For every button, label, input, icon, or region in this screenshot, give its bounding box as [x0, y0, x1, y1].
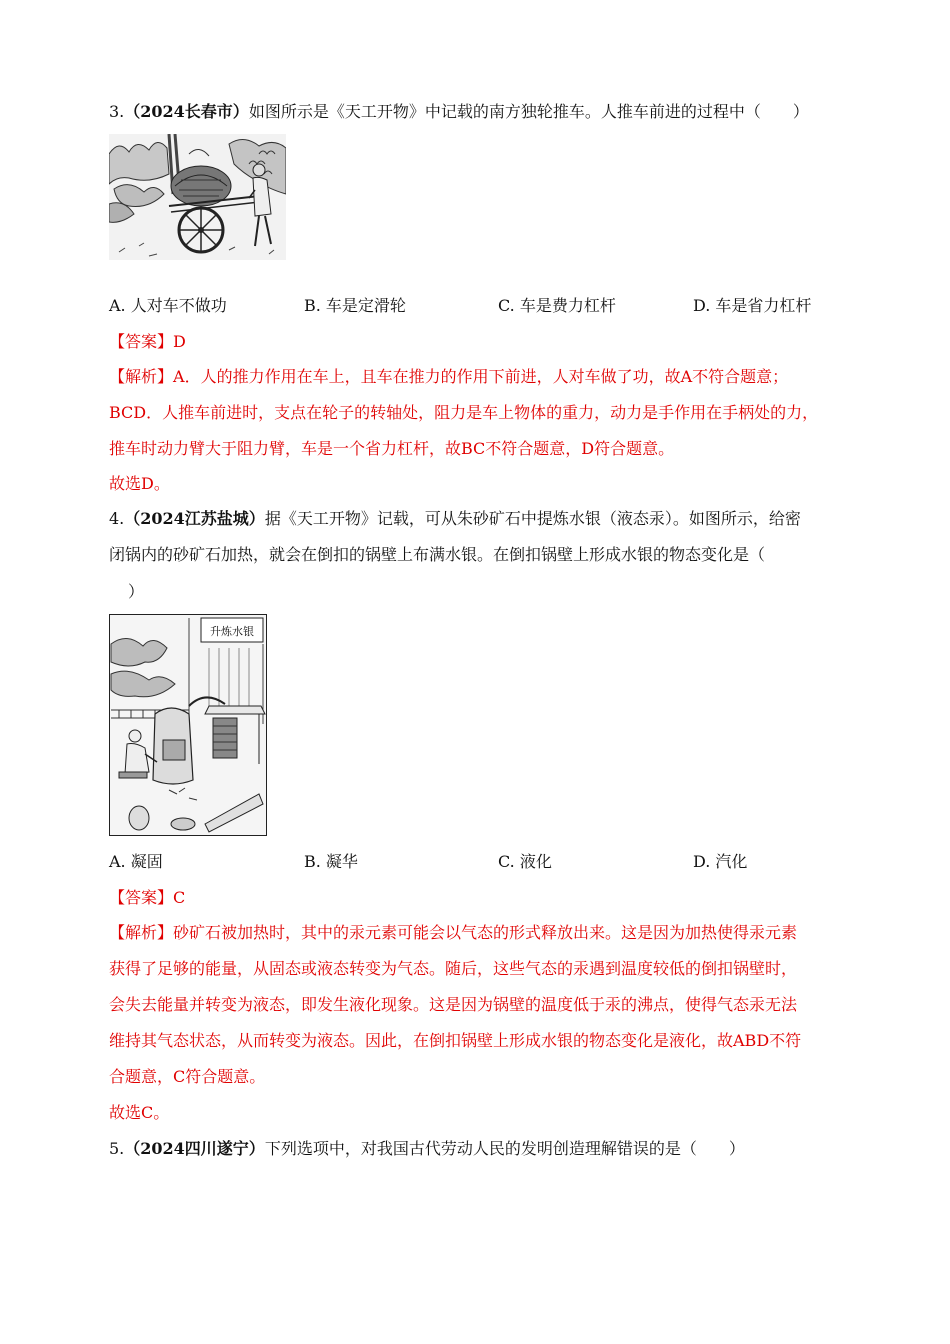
q3-answer: [109, 332, 186, 352]
q4-option-c: C. 液化: [498, 852, 552, 871]
q4-option-d: D. 汽化: [693, 852, 748, 871]
q3-option-c: C. 车是费力杠杆: [498, 296, 616, 315]
q3-answer-label: 【答案】: [109, 332, 174, 351]
q4-analysis-line-3: 会失去能量并转变为液态，即发生液化现象。这是因为锅壁的温度低于汞的沸点，使得气态汞无法: [109, 995, 798, 1014]
q3-stem-text: 如图所示是《天工开物》中记载的南方独轮推车。人推车前进的过程中（ ）: [248, 102, 809, 121]
q4-analysis-line-4: 维持其气态状态，从而转变为液态。因此，在倒扣锅壁上形成水银的物态变化是液化，故ABD不符: [109, 1031, 802, 1050]
q4-option-a: A. 凝固: [109, 852, 163, 871]
q3-analysis-line-2: BCD．人推车前进时，支点在轮子的转轴处，阻力是车上物体的重力，动力是手作用在手柄处的力，: [109, 403, 819, 422]
q4-stem-line-1: [109, 509, 801, 529]
q4-figure-title: 升炼水银: [210, 625, 254, 638]
q4-stem-text-1: 据《天工开物》记载，可从朱砂矿石中提炼水银（液态汞）。如图所示，给密: [264, 509, 801, 528]
q4-mercury-refining-figure: [109, 614, 267, 836]
q4-answer-value: C: [173, 888, 186, 907]
q3-analysis-line-3: 推车时动力臂大于阻力臂，车是一个省力杠杆，故BC不符合题意，D符合题意。: [109, 439, 675, 458]
q5-stem: [109, 1139, 745, 1159]
q3-analysis-label: 【解析】: [109, 367, 174, 386]
q4-stem-line-2: 闭锅内的砂矿石加热，就会在倒扣的锅壁上布满水银。在倒扣锅壁上形成水银的物态变化是（: [109, 545, 766, 564]
q3-wheelbarrow-figure: [109, 134, 286, 260]
q4-analysis-line-5: 合题意，C符合题意。: [109, 1067, 266, 1086]
q4-number: 4.: [109, 509, 125, 528]
q4-option-b: B. 凝华: [304, 852, 358, 871]
q4-answer-label: 【答案】: [109, 888, 174, 907]
q3-stem: [109, 102, 809, 122]
q3-number: 3.: [109, 102, 125, 121]
q3-analysis-text-1: A．人的推力作用在车上，且车在推力的作用下前进，人对车做了功，故A不符合题意；: [173, 367, 789, 386]
q3-answer-value: D: [173, 332, 186, 351]
q4-analysis-line-2: 获得了足够的能量，从固态或液态转变为气态。随后，这些气态的汞遇到温度较低的倒扣锅壁时，: [109, 959, 798, 978]
q3-source: （2024长春市）: [124, 102, 249, 121]
q3-conclusion: 故选D。: [109, 474, 170, 493]
q3-analysis-line-1: [109, 367, 788, 387]
q5-number: 5.: [109, 1139, 125, 1158]
q3-option-a: A. 人对车不做功: [109, 296, 227, 315]
q4-source: （2024江苏盐城）: [124, 509, 265, 528]
q3-option-d: D. 车是省力杠杆: [693, 296, 812, 315]
q4-answer: [109, 888, 185, 908]
q5-source: （2024四川遂宁）: [124, 1139, 265, 1158]
q3-option-b: B. 车是定滑轮: [304, 296, 406, 315]
q4-analysis-text-1: 砂矿石被加热时，其中的汞元素可能会以气态的形式释放出来。这是因为加热使得汞元素: [173, 923, 798, 942]
q5-stem-text: 下列选项中，对我国古代劳动人民的发明创造理解错误的是（ ）: [264, 1139, 745, 1158]
q4-analysis-label: 【解析】: [109, 923, 174, 942]
q4-stem-line-3: ）: [128, 582, 145, 601]
q4-analysis-line-1: [109, 923, 797, 943]
q4-conclusion: 故选C。: [109, 1103, 170, 1122]
